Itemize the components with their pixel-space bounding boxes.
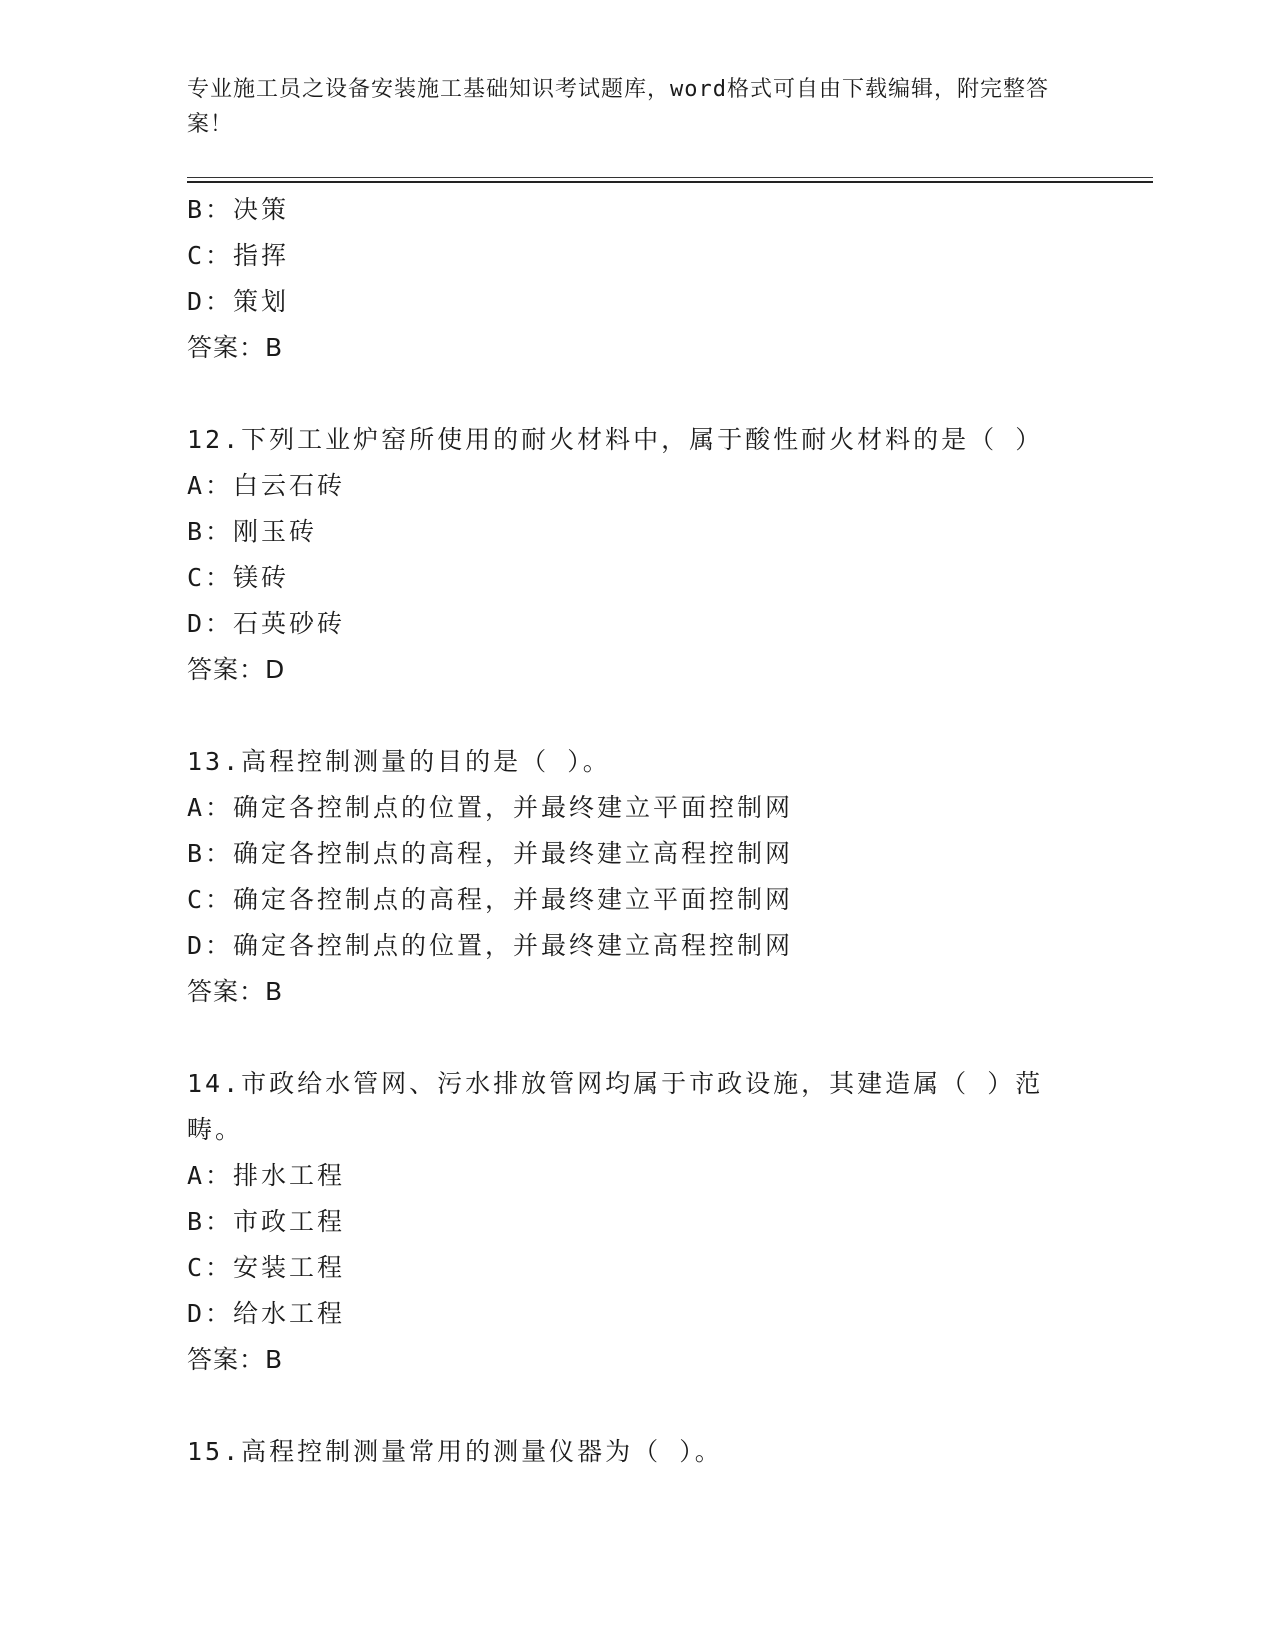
question-12: [187, 417, 1087, 693]
question-stem: 12.下列工业炉窑所使用的耐火材料中，属于酸性耐火材料的是（ ）: [187, 425, 1044, 454]
header-rule-thick: [187, 181, 1153, 183]
question-stem: 13.高程控制测量的目的是（ ）。: [187, 747, 611, 776]
option-c: C：指挥: [187, 241, 290, 270]
option-b: B：刚玉砖: [187, 517, 318, 546]
spacer: [187, 371, 1087, 417]
question-stem: 14.市政给水管网、污水排放管网均属于市政设施，其建造属（ ）范畴。: [187, 1069, 1044, 1144]
option-c: C：镁砖: [187, 563, 290, 592]
option-a: A：排水工程: [187, 1161, 346, 1190]
document-body: [187, 187, 1087, 1475]
header-rule-thin: [187, 177, 1153, 178]
option-d: D：石英砂砖: [187, 609, 346, 638]
answer: 答案：B: [187, 333, 284, 362]
answer: 答案：B: [187, 1345, 284, 1374]
document-header: 专业施工员之设备安装施工基础知识考试题库，word格式可自由下载编辑，附完整答案！: [187, 77, 1049, 137]
question-stem: 15.高程控制测量常用的测量仪器为（ ）。: [187, 1437, 723, 1466]
option-b: B：市政工程: [187, 1207, 346, 1236]
option-b: B：确定各控制点的高程，并最终建立高程控制网: [187, 839, 794, 868]
spacer: [187, 1015, 1087, 1061]
question-13: [187, 739, 1087, 1015]
option-a: A：白云石砖: [187, 471, 346, 500]
option-c: C：安装工程: [187, 1253, 346, 1282]
option-d: D：确定各控制点的位置，并最终建立高程控制网: [187, 931, 794, 960]
option-d: D：策划: [187, 287, 290, 316]
answer: 答案：B: [187, 977, 284, 1006]
question-14: [187, 1061, 1087, 1383]
answer: 答案：D: [187, 655, 286, 684]
option-a: A：确定各控制点的位置，并最终建立平面控制网: [187, 793, 794, 822]
spacer: [187, 1383, 1087, 1429]
question-15: [187, 1429, 1087, 1475]
option-b: B：决策: [187, 195, 290, 224]
option-c: C：确定各控制点的高程，并最终建立平面控制网: [187, 885, 794, 914]
option-d: D：给水工程: [187, 1299, 346, 1328]
spacer: [187, 693, 1087, 739]
question-11-continued: [187, 187, 1087, 371]
